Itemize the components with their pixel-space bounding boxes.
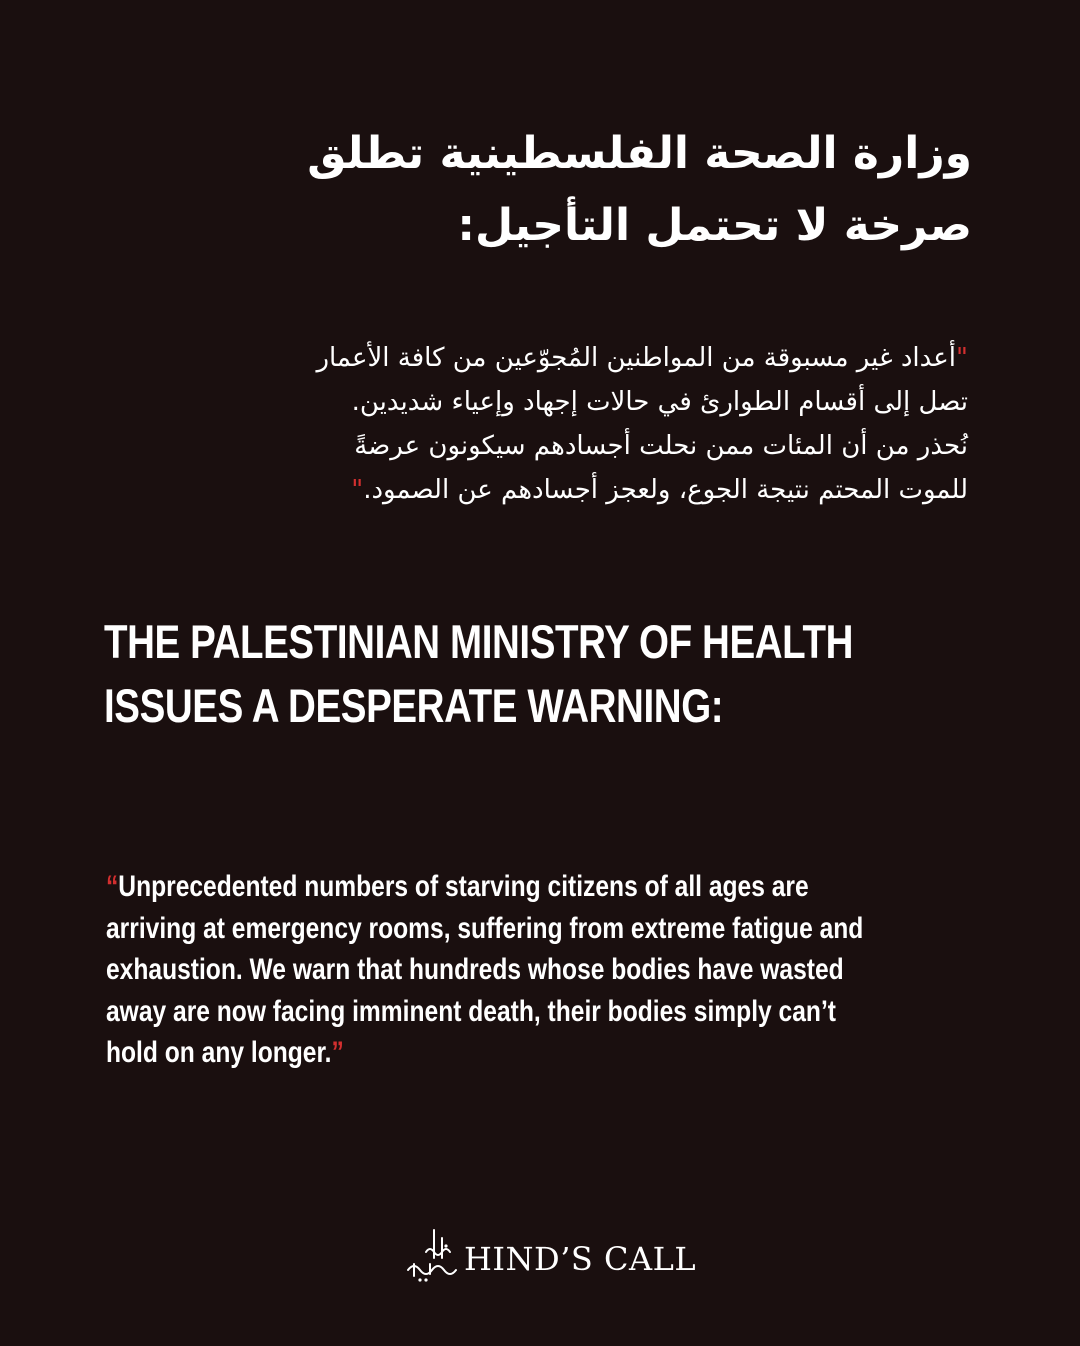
english-title-line-1: THE PALESTINIAN MINISTRY OF HEALTH	[104, 615, 854, 668]
english-quote-line-2: arriving at emergency rooms, suffering from extreme fatigue and	[106, 911, 864, 945]
hinds-call-logo	[400, 1224, 696, 1288]
arabic-quote-line-2: تصل إلى أقسام الطوارئ في حالات إجهاد وإعياء شديدين.	[351, 387, 968, 417]
english-title-line-2: ISSUES A DESPERATE WARNING:	[104, 679, 724, 732]
arabic-quote-line-1: "أعداد غير مسبوقة من المواطنين المُجوّعين من كافة الأعمار	[316, 343, 968, 373]
arabic-quote-line-3: نُحذر من أن المئات ممن نحلت أجسادهم سيكونون عرضةً	[354, 431, 968, 461]
hinds-call-arabic-logo-icon	[400, 1224, 462, 1288]
arabic-quote-open-mark: "	[956, 343, 968, 373]
english-title	[104, 610, 854, 738]
arabic-title	[112, 118, 972, 262]
arabic-title-line-2: صرخة لا تحتمل التأجيل:	[457, 200, 972, 251]
english-quote-line-3: exhaustion. We warn that hundreds whose bodies have wasted	[106, 953, 844, 986]
english-quote-line-5: hold on any longer.”	[106, 1036, 344, 1069]
arabic-quote-close-mark: "	[351, 475, 364, 505]
arabic-quote	[108, 336, 968, 512]
english-quote-line-4: away are now facing imminent death, their bodies simply can’t	[106, 994, 836, 1028]
english-quote-close-mark: ”	[331, 1036, 344, 1069]
arabic-quote-line-4: للموت المحتم نتيجة الجوع، ولعجز أجسادهم عن الصمود."	[351, 475, 968, 505]
arabic-title-line-1: وزارة الصحة الفلسطينية تطلق	[307, 128, 972, 179]
english-quote-line-1: “Unprecedented numbers of starving citizens of all ages are	[106, 870, 809, 903]
english-quote-open-mark: “	[106, 870, 119, 903]
english-quote	[106, 866, 959, 1074]
hinds-call-logo-text: HIND’S CALL	[464, 1240, 697, 1278]
